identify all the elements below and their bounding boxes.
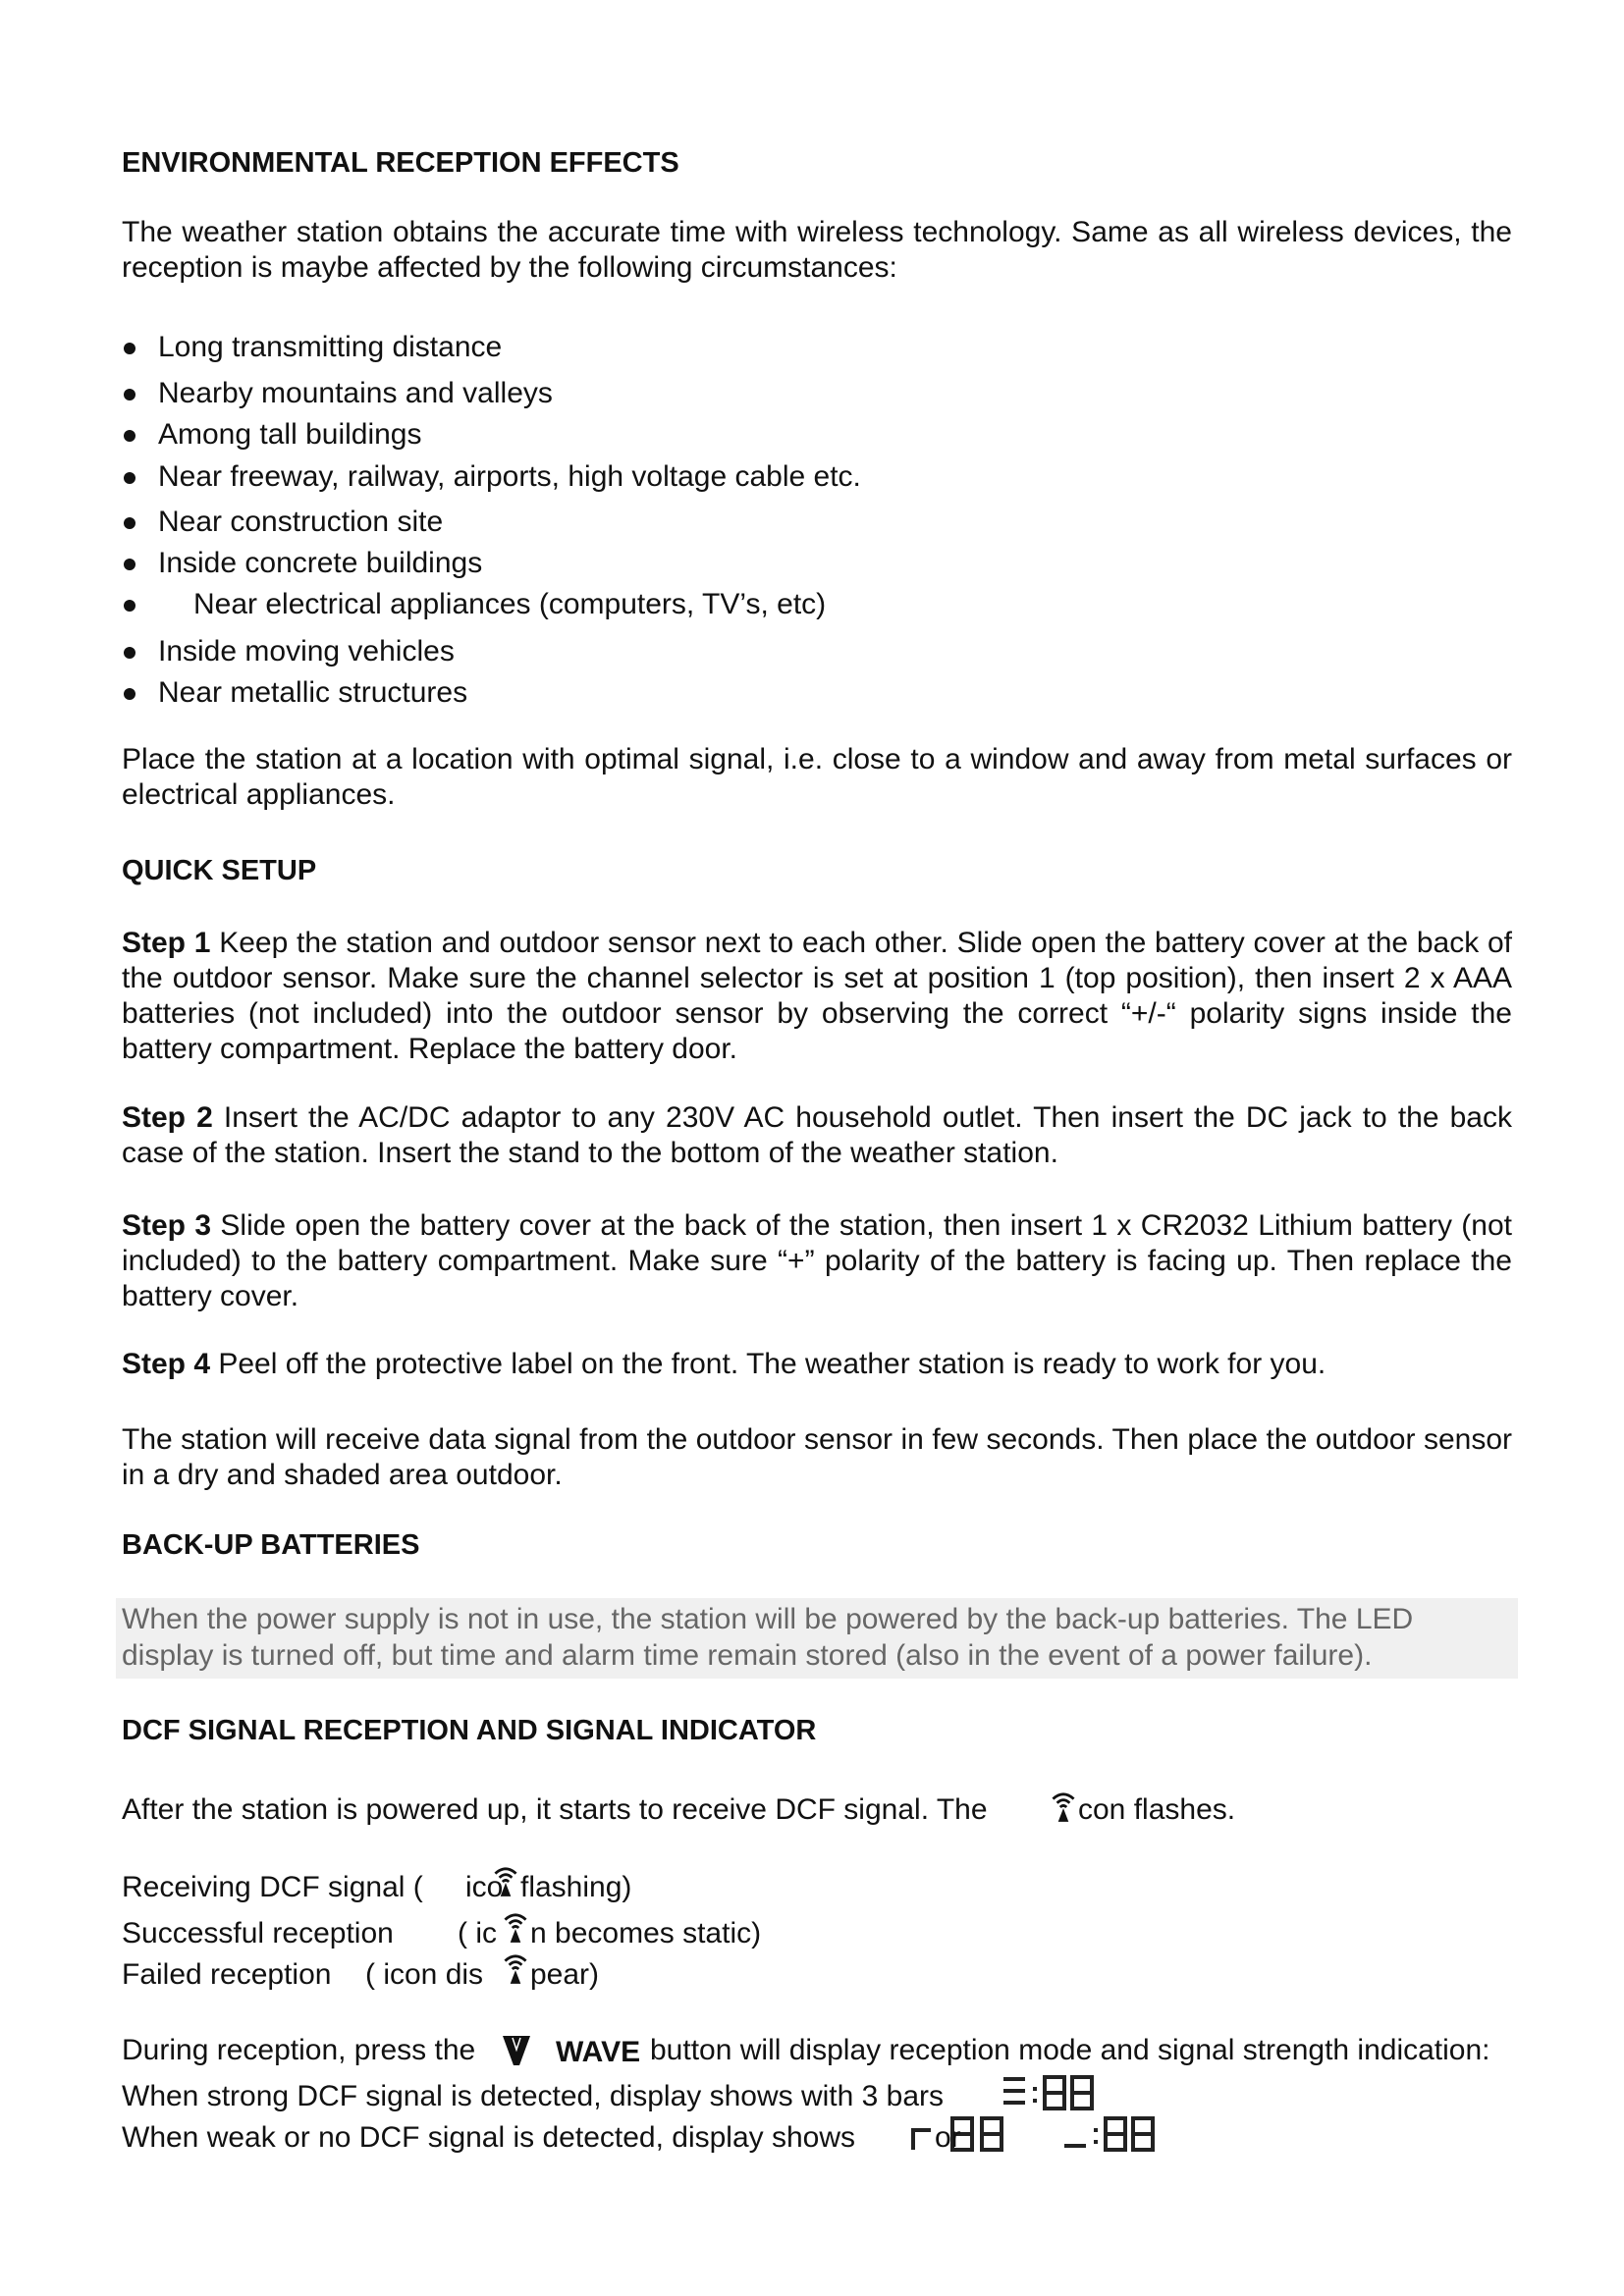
step-text: Keep the station and outdoor sensor next to each other. Slide open the battery cover at the back of the outdoor sensor. Make sure the channel selector is set at position 1 (top position), then insert 2 x AAA batteries (not included) into the outdoor sensor by observing the correct “+/-“ polarity signs inside the battery compartment. Replace the battery door. — [122, 927, 1512, 1065]
step-2-paragraph — [122, 1100, 1512, 1171]
receiving-ico: ico — [465, 1871, 504, 1903]
step-label: Step 1 — [122, 927, 211, 959]
heading-backup-batteries: BACK-UP BATTERIES — [122, 1529, 420, 1561]
lcd-signal-display-icon — [1000, 2073, 1098, 2114]
placement-paragraph: Place the station at a location with optimal signal, i.e. close to a window and away from metal surfaces or electrical appliances. — [122, 743, 1512, 811]
list-item: Nearby mountains and valleys — [158, 377, 553, 409]
bullet-dot — [124, 559, 135, 570]
weak-signal-text: When weak or no DCF signal is detected, display shows — [122, 2121, 856, 2154]
wave-button-label: WAVE — [556, 2036, 641, 2068]
heading-dcf-signal: DCF SIGNAL RECEPTION AND SIGNAL INDICATOR — [122, 1715, 817, 1746]
during-a: During reception, press the — [122, 2034, 476, 2066]
failed-label: Failed reception — [122, 1958, 332, 1991]
list-item: Long transmitting distance — [158, 331, 503, 363]
bullet-dot — [124, 430, 135, 442]
list-item: Near electrical appliances (computers, TV’s, etc) — [193, 588, 827, 620]
list-item: Inside concrete buildings — [158, 547, 483, 579]
bullet-dot — [124, 517, 135, 529]
list-item: Inside moving vehicles — [158, 635, 455, 667]
dcf-intro-b: con flashes. — [1078, 1793, 1236, 1826]
heading-environmental: ENVIRONMENTAL RECEPTION EFFECTS — [122, 147, 679, 179]
list-item: Near metallic structures — [158, 676, 468, 709]
tower-signal-icon — [501, 1909, 530, 1945]
during-b: button will display reception mode and signal strength indication: — [650, 2034, 1490, 2066]
step-text: Slide open the battery cover at the back of the station, then insert 1 x CR2032 Lithium battery (not included) to the battery compartment. Make sure “+” polarity of the battery is facing up. Then replace the battery cover. — [122, 1209, 1513, 1312]
step-label: Step 4 — [122, 1348, 211, 1380]
list-item: Near freeway, railway, airports, high voltage cable etc. — [158, 460, 861, 493]
success-static: n becomes static) — [530, 1917, 762, 1949]
bullet-dot — [124, 688, 135, 700]
success-label: Successful reception — [122, 1917, 394, 1949]
step-3-paragraph — [122, 1208, 1512, 1314]
strong-signal-text: When strong DCF signal is detected, display shows with 3 bars — [122, 2080, 945, 2112]
dcf-intro-a: After the station is powered up, it starts to receive DCF signal. The — [122, 1793, 988, 1826]
wave-button-icon — [501, 2032, 532, 2067]
receiving-flashing: flashing) — [520, 1871, 632, 1903]
setup-closing-paragraph: The station will receive data signal from the outdoor sensor in few seconds. Then place the outdoor sensor in a dry and shaded area outdoor. — [122, 1423, 1512, 1491]
failed-icon-text: ( icon dis — [365, 1958, 484, 1991]
step-text: Insert the AC/DC adaptor to any 230V AC household outlet. Then insert the DC jack to the back case of the station. Insert the stand to the bottom of the weather station. — [122, 1101, 1512, 1169]
receiving-label: Receiving DCF signal ( — [122, 1871, 423, 1903]
list-item: Near construction site — [158, 506, 444, 538]
tower-signal-icon — [1049, 1789, 1078, 1824]
step-1-paragraph — [122, 926, 1512, 1067]
failed-disappear: pear) — [530, 1958, 600, 1991]
tower-signal-icon — [501, 1950, 530, 1986]
backup-line-1: When the power supply is not in use, the station will be powered by the back-up batteries. The LED — [122, 1603, 1414, 1635]
environmental-intro: The weather station obtains the accurate time with wireless technology. Same as all wireless devices, the reception is maybe affected by the following circumstances: — [122, 216, 1512, 284]
bullet-dot — [124, 600, 135, 612]
bullet-dot — [124, 343, 135, 354]
backup-line-2: display is turned off, but time and alarm time remain stored (also in the event of a power failure). — [122, 1639, 1373, 1672]
tower-signal-icon — [491, 1863, 520, 1898]
lcd-signal-display-icon — [1060, 2114, 1161, 2156]
weak-or-text: or — [935, 2121, 961, 2154]
bullet-dot — [124, 389, 135, 400]
step-label: Step 3 — [122, 1209, 212, 1242]
heading-quick-setup: QUICK SETUP — [122, 855, 317, 886]
list-item: Among tall buildings — [158, 418, 422, 451]
step-label: Step 2 — [122, 1101, 213, 1134]
step-4-paragraph — [122, 1347, 1512, 1382]
step-text: Peel off the protective label on the front. The weather station is ready to work for you. — [210, 1348, 1326, 1380]
bullet-dot — [124, 647, 135, 659]
bullet-dot — [124, 472, 135, 484]
success-ic: ( ic — [458, 1917, 497, 1949]
